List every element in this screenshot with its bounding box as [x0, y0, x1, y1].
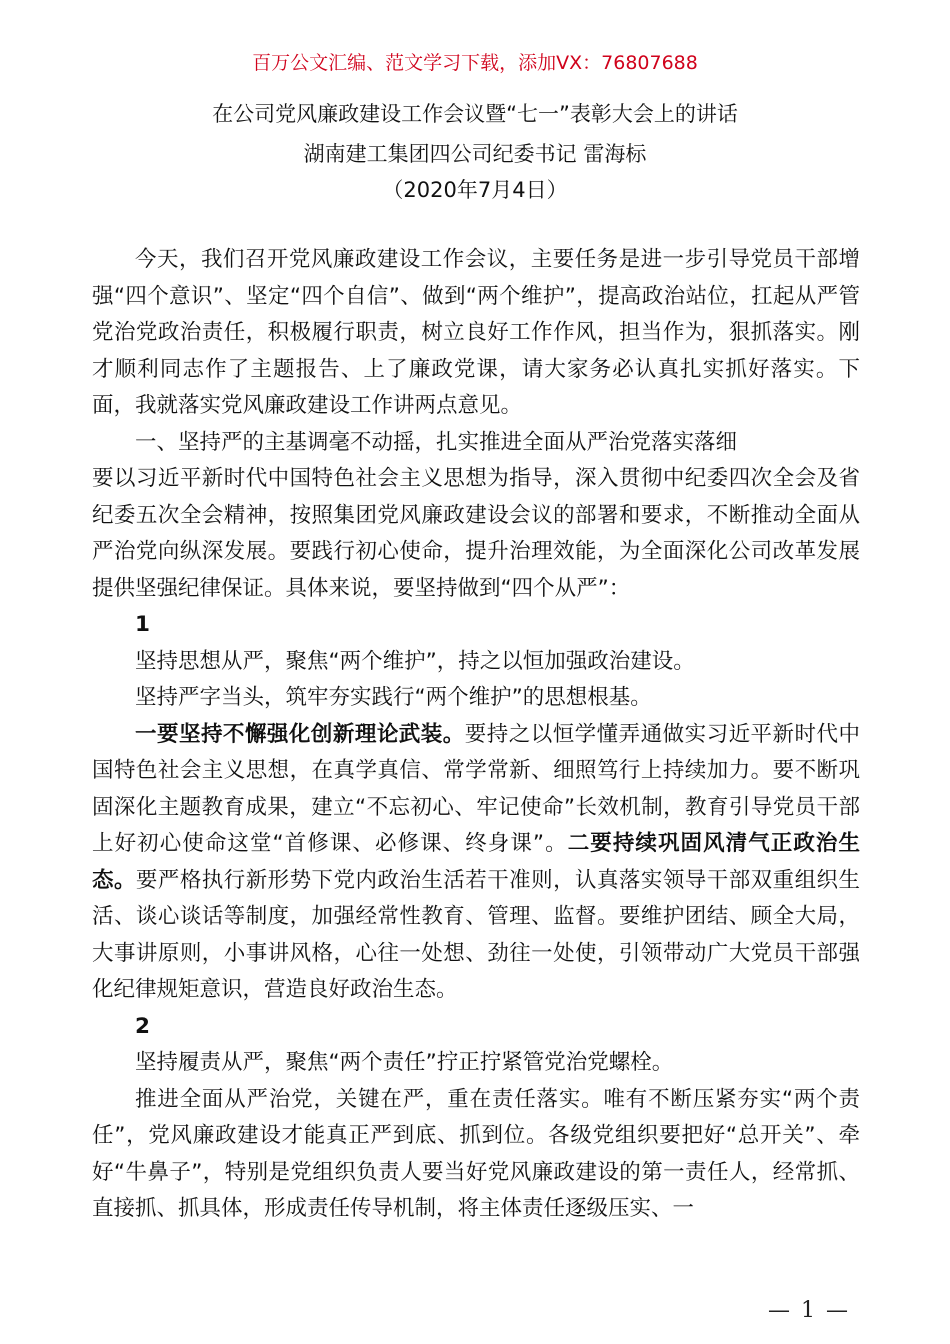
- document-body: [92, 242, 860, 1228]
- bold-point-2: 二要持续巩固风清气正政治生态。: [92, 831, 860, 893]
- subsection-lead-1: 坚持严字当头，筑牢夯实践行“两个维护”的思想根基。: [135, 685, 652, 710]
- section-heading-1: 一、坚持严的主基调毫不动摇，扎实推进全面从严治党落实落细: [135, 429, 738, 455]
- speaker-line: 湖南建工集团四公司纪委书记 雷海标: [303, 142, 647, 166]
- paragraph-guidance: 要以习近平新时代中国特色社会主义思想为指导，深入贯彻中纪委四次全会及省纪委五次全会精神，按照集团党风廉政建设会议的部署和要求，不断推动全面从严治党向纵深发展。要践行初心使命，提升治理效能，为全面深化公司改革发展提供坚强纪律保证。具体来说，要坚持做到“四个从严”：: [92, 466, 860, 601]
- point-2-text: 要严格执行新形势下党内政治生活若干准则，认真落实领导干部双重组织生活、谈心谈话等制度，加强经常性教育、管理、监督。要维护团结、顾全大局，大事讲原则，小事讲风格，心往一处想、劲往一处使，引领带动广大党员干部强化纪律规矩意识，营造良好政治生态。: [92, 867, 860, 1002]
- point-1-text: 要持之以恒学懂弄通做实习近平新时代中国特色社会主义思想，在真学真信、常学常新、细照笃行上持续加力。要不断巩固深化主题教育成果，建立“不忘初心、牢记使命”长效机制，教育引导党员干部上好初心使命这堂“首修课、必修课、终身课”。: [92, 721, 860, 856]
- paragraph-intro: 今天，我们召开党风廉政建设工作会议，主要任务是进一步引导党员干部增强“四个意识”、坚定“四个自信”、做到“两个维护”，提高政治站位，扛起从严管党治党政治责任，积极履行职责，树立良好工作作风，担当作为，狠抓落实。刚才顺利同志作了主题报告、上了廉政党课，请大家务必认真扎实抓好落实。下面，我就落实党风廉政建设工作讲两点意见。: [92, 247, 860, 418]
- speech-title: 在公司党风廉政建设工作会议暨“七一”表彰大会上的讲话: [212, 102, 738, 126]
- bold-point-1: 一要坚持不懈强化创新理论武装。: [135, 721, 465, 747]
- paragraph-theory: [92, 717, 860, 1009]
- subsection-title-1: 坚持思想从严，聚焦“两个维护”，持之以恒加强政治建设。: [135, 648, 695, 674]
- watermark-banner: 百万公文汇编、范文学习下载，添加VX：76807688: [252, 52, 698, 74]
- paragraph-responsibility: 推进全面从严治党，关键在严，重在责任落实。唯有不断压紧夯实“两个责任”，党风廉政建设才能真正严到底、抓到位。各级党组织要把好“总开关”、牵好“牛鼻子”，特别是党组织负责人要当好党风廉政建设的第一责任人，经常抓、直接抓、抓具体，形成责任传导机制，将主体责任逐级压实、一: [92, 1086, 860, 1221]
- subsection-number-2: 2: [135, 1013, 150, 1039]
- subsection-number-1: 1: [135, 612, 150, 637]
- date-line: （2020年7月4日）: [382, 178, 568, 202]
- subsection-title-2: 坚持履责从严，聚焦“两个责任”拧正拧紧管党治党螺栓。: [135, 1050, 674, 1075]
- page-number: — 1 —: [768, 1298, 850, 1323]
